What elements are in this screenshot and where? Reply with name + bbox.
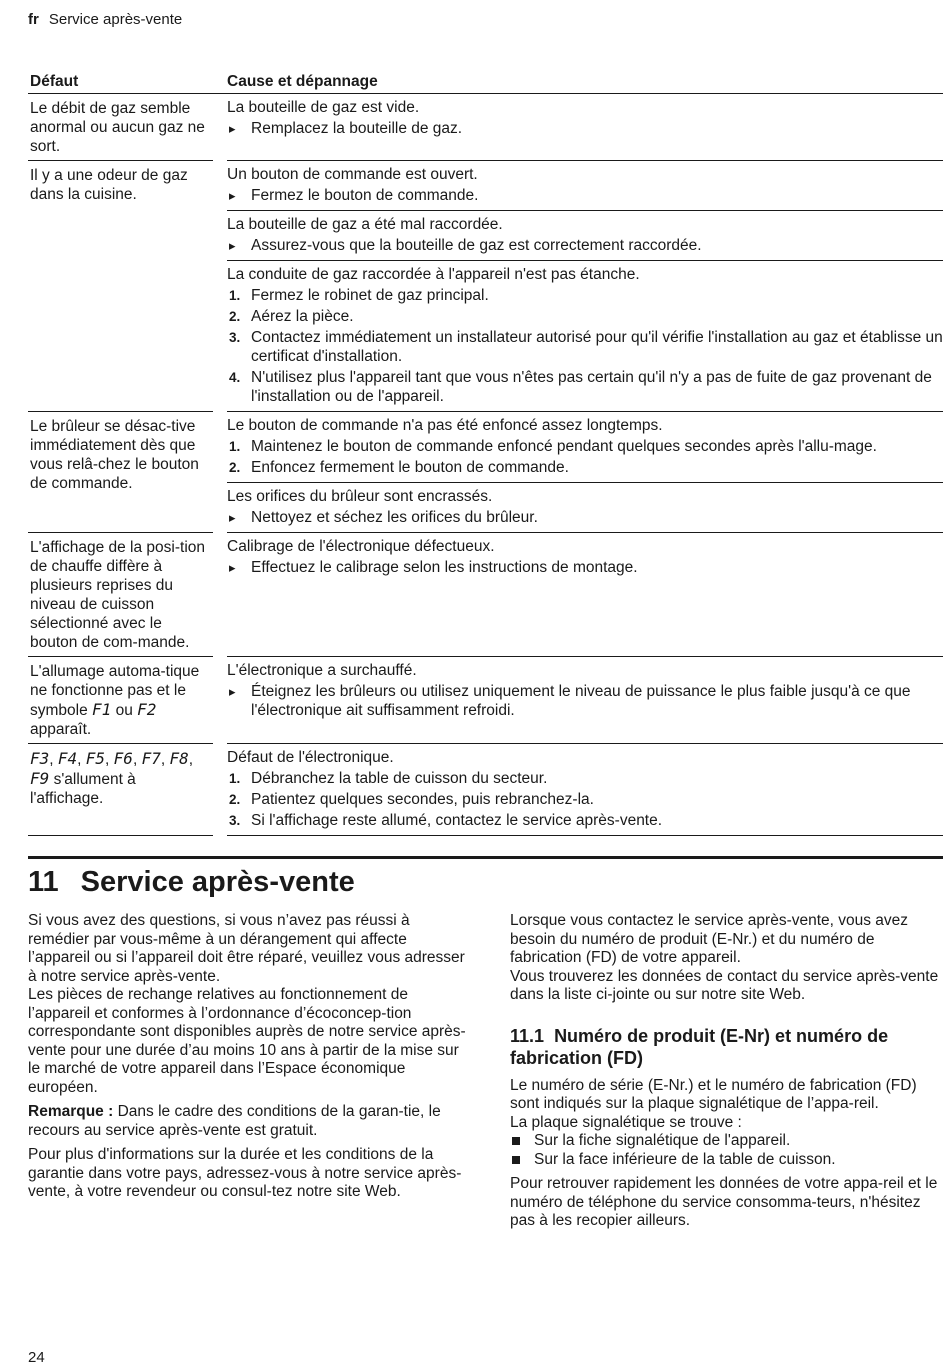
right-column xyxy=(510,912,943,1231)
causes-cell xyxy=(227,744,943,836)
paragraph: Pour plus d'informations sur la durée et les conditions de la garantie dans votre pays, adressez-vous à notre service après-vente, à votre revendeur ou consul-tez notre site Web. xyxy=(28,1146,462,1200)
step-number: 1. xyxy=(229,288,241,303)
display-code: F6 xyxy=(113,749,133,768)
step-number: 2. xyxy=(229,460,241,475)
paragraph: La plaque signalétique se trouve : xyxy=(510,1113,742,1131)
column-gap xyxy=(213,94,227,161)
running-header-title: Service après-vente xyxy=(48,11,183,28)
cause-text: Les orifices du brûleur sont encrassés. xyxy=(227,488,493,505)
header-cause: Cause et dépannage xyxy=(227,70,943,94)
step-text: Aérez la pièce. xyxy=(251,308,354,325)
cause-block xyxy=(227,211,943,261)
subsection-heading xyxy=(510,1025,943,1069)
note-text: Dans le cadre des conditions de la garan-tie, le recours au service après-vente est gratuit. xyxy=(28,1103,441,1139)
causes-cell xyxy=(227,533,943,657)
cause-block xyxy=(227,412,943,483)
remedy-step xyxy=(227,769,943,788)
remedy-step xyxy=(227,508,943,527)
remedy-step xyxy=(227,286,943,305)
running-header xyxy=(28,10,182,29)
header-fault: Défaut xyxy=(28,70,213,94)
cause-text: Un bouton de commande est ouvert. xyxy=(227,166,478,183)
left-column xyxy=(28,912,468,1202)
cause-block xyxy=(227,744,943,835)
fault-text: ou xyxy=(115,702,133,719)
column-gap xyxy=(213,657,227,744)
remedy-step xyxy=(227,437,943,456)
cause-text: La bouteille de gaz est vide. xyxy=(227,99,420,116)
remedy-step xyxy=(227,558,943,577)
arrow-right-icon: ▸ xyxy=(229,560,236,575)
section-title: Service après-vente xyxy=(80,866,355,898)
causes-cell xyxy=(227,657,943,744)
fault-cell: Le débit de gaz semble anormal ou aucun gaz ne sort. xyxy=(28,94,213,161)
remedy-step xyxy=(227,186,943,205)
fault-text: apparaît. xyxy=(30,721,92,738)
subsection-number: 11.1 xyxy=(510,1025,545,1046)
section-number: 11 xyxy=(28,866,59,898)
cause-text: Calibrage de l'électronique défectueux. xyxy=(227,538,495,555)
paragraph: Pour retrouver rapidement les données de votre appa-reil et le numéro de téléphone du service consomma-teurs, n'hésitez pas à les recopier ailleurs. xyxy=(510,1175,938,1229)
display-code: F8 xyxy=(169,749,189,768)
step-number: 2. xyxy=(229,309,241,324)
table-row xyxy=(28,744,943,836)
display-code: F9 xyxy=(30,769,50,788)
paragraph: Lorsque vous contactez le service après-vente, vous avez besoin du numéro de produit (E-Nr.) et du numéro de fabrication (FD) de votre appareil. xyxy=(510,912,909,966)
list-item-text: Sur la fiche signalétique de l'appareil. xyxy=(534,1132,791,1149)
paragraph: Les pièces de rechange relatives au fonctionnement de l’appareil et conformes à l’ordonnance d’écoconcep-tion correspondante sont disponibles auprès de notre service après-vente pour une durée d’au moins 10 ans à partir de la mise sur le marché de votre appareil dans l’Espace économique européen. xyxy=(28,986,466,1096)
list-item xyxy=(510,1151,943,1170)
paragraph: Le numéro de série (E-Nr.) et le numéro de fabrication (FD) sont indiqués sur la plaque signalétique de l’appa-reil. xyxy=(510,1076,917,1112)
cause-block xyxy=(227,657,943,725)
subsection-title: Numéro de produit (E-Nr) et numéro de fabrication (FD) xyxy=(510,1025,889,1068)
column-gap xyxy=(213,744,227,836)
cause-text: La conduite de gaz raccordée à l'appareil n'est pas étanche. xyxy=(227,266,640,283)
display-code: F3 xyxy=(30,749,50,768)
step-number: 4. xyxy=(229,370,241,385)
fault-cell: L'affichage de la posi-tion de chauffe diffère à plusieurs reprises du niveau de cuisson sélectionné avec le bouton de com-mande. xyxy=(28,533,213,657)
causes-cell xyxy=(227,412,943,533)
cause-text: La bouteille de gaz a été mal raccordée. xyxy=(227,216,503,233)
list-item-text: Sur la face inférieure de la table de cuisson. xyxy=(534,1150,836,1168)
step-text: Fermez le bouton de commande. xyxy=(251,187,479,204)
step-number: 1. xyxy=(229,771,241,786)
table-header-row xyxy=(28,70,943,94)
note-label: Remarque : xyxy=(28,1103,114,1120)
cause-block xyxy=(227,261,943,411)
arrow-right-icon: ▸ xyxy=(229,238,236,253)
arrow-right-icon: ▸ xyxy=(229,121,236,136)
remedy-step xyxy=(227,328,943,366)
column-gap xyxy=(213,412,227,533)
display-code: F4 xyxy=(57,749,78,768)
causes-cell xyxy=(227,161,943,412)
cause-block xyxy=(227,533,943,582)
cause-text: Le bouton de commande n'a pas été enfoncé assez longtemps. xyxy=(227,417,663,434)
language-code: fr xyxy=(28,11,39,28)
cause-block xyxy=(227,161,943,211)
section-rule xyxy=(28,856,943,859)
step-text: Nettoyez et séchez les orifices du brûleur. xyxy=(251,509,538,526)
step-number: 3. xyxy=(229,813,241,828)
arrow-right-icon: ▸ xyxy=(229,188,236,203)
remedy-step xyxy=(227,458,943,477)
step-text: Remplacez la bouteille de gaz. xyxy=(251,120,463,137)
table-row xyxy=(28,412,943,533)
display-code: F1 xyxy=(92,700,112,719)
table-row xyxy=(28,94,943,161)
display-code: F5 xyxy=(85,749,106,768)
square-bullet-icon xyxy=(512,1156,520,1164)
list-item xyxy=(510,1132,943,1151)
step-text: Fermez le robinet de gaz principal. xyxy=(251,287,489,304)
square-bullet-icon xyxy=(512,1137,520,1145)
step-number: 3. xyxy=(229,330,241,345)
fault-text: s'allument à l'affichage. xyxy=(30,771,136,807)
table-body xyxy=(28,94,943,836)
step-text: Débranchez la table de cuisson du secteur. xyxy=(251,770,548,787)
step-text: Enfoncez fermement le bouton de commande. xyxy=(251,459,569,476)
cause-block xyxy=(227,483,943,532)
step-text: Contactez immédiatement un installateur autorisé pour qu'il vérifie l'installation au gaz et établisse un certificat d'installation. xyxy=(251,329,943,365)
arrow-right-icon: ▸ xyxy=(229,510,236,525)
column-gap xyxy=(213,533,227,657)
remedy-step xyxy=(227,368,943,406)
remedy-step xyxy=(227,236,943,255)
step-number: 2. xyxy=(229,792,241,807)
fault-cell xyxy=(28,657,213,744)
table-row xyxy=(28,161,943,412)
display-code: F2 xyxy=(137,700,157,719)
paragraph: Vous trouverez les données de contact du service après-vente dans la liste ci-jointe ou sur notre site Web. xyxy=(510,967,939,1003)
cause-text: L'électronique a surchauffé. xyxy=(227,662,417,679)
paragraph: Si vous avez des questions, si vous n’avez pas réussi à remédier par vous-même à un dérangement qui affecte l’appareil ou si l’appareil doit être réparé, veuillez vous adresser à notre service après-vente. xyxy=(28,912,465,985)
step-text: Maintenez le bouton de commande enfoncé pendant quelques secondes après l'allu-mage. xyxy=(251,438,877,455)
cause-text: Défaut de l'électronique. xyxy=(227,749,394,766)
remedy-step xyxy=(227,307,943,326)
step-text: N'utilisez plus l'appareil tant que vous n'êtes pas certain qu'il n'y a pas de fuite de gaz provenant de l'installation ou de l'appareil. xyxy=(251,369,932,405)
note xyxy=(28,1103,468,1140)
table-row xyxy=(28,533,943,657)
fault-text: L'allumage automa-tique ne fonctionne pas et le symbole xyxy=(30,663,200,719)
remedy-step xyxy=(227,811,943,830)
causes-cell xyxy=(227,94,943,161)
arrow-right-icon: ▸ xyxy=(229,684,236,699)
section-heading xyxy=(28,864,355,900)
step-number: 1. xyxy=(229,439,241,454)
fault-cell: F3, F4, F5, F6, F7, F8, F9 s'allument à l'affichage. xyxy=(28,744,213,836)
display-code: F7 xyxy=(141,749,161,768)
step-text: Si l'affichage reste allumé, contactez le service après-vente. xyxy=(251,812,663,829)
step-text: Patientez quelques secondes, puis rebranchez-la. xyxy=(251,791,594,808)
step-text: Effectuez le calibrage selon les instructions de montage. xyxy=(251,559,638,576)
step-text: Assurez-vous que la bouteille de gaz est correctement raccordée. xyxy=(251,237,702,254)
fault-cell: Il y a une odeur de gaz dans la cuisine. xyxy=(28,161,213,412)
remedy-step xyxy=(227,790,943,809)
header-gap xyxy=(213,70,227,94)
table-row xyxy=(28,657,943,744)
remedy-step xyxy=(227,682,943,720)
column-gap xyxy=(213,161,227,412)
fault-cell: Le brûleur se désac-tive immédiatement dès que vous relâ-chez le bouton de commande. xyxy=(28,412,213,533)
troubleshooting-table xyxy=(28,70,943,836)
remedy-step xyxy=(227,119,943,138)
page-number: 24 xyxy=(28,1349,45,1366)
step-text: Éteignez les brûleurs ou utilisez uniquement le niveau de puissance le plus faible jusqu'à ce que l'électronique ait suffisamment refroidi. xyxy=(251,683,911,719)
cause-block xyxy=(227,94,943,143)
